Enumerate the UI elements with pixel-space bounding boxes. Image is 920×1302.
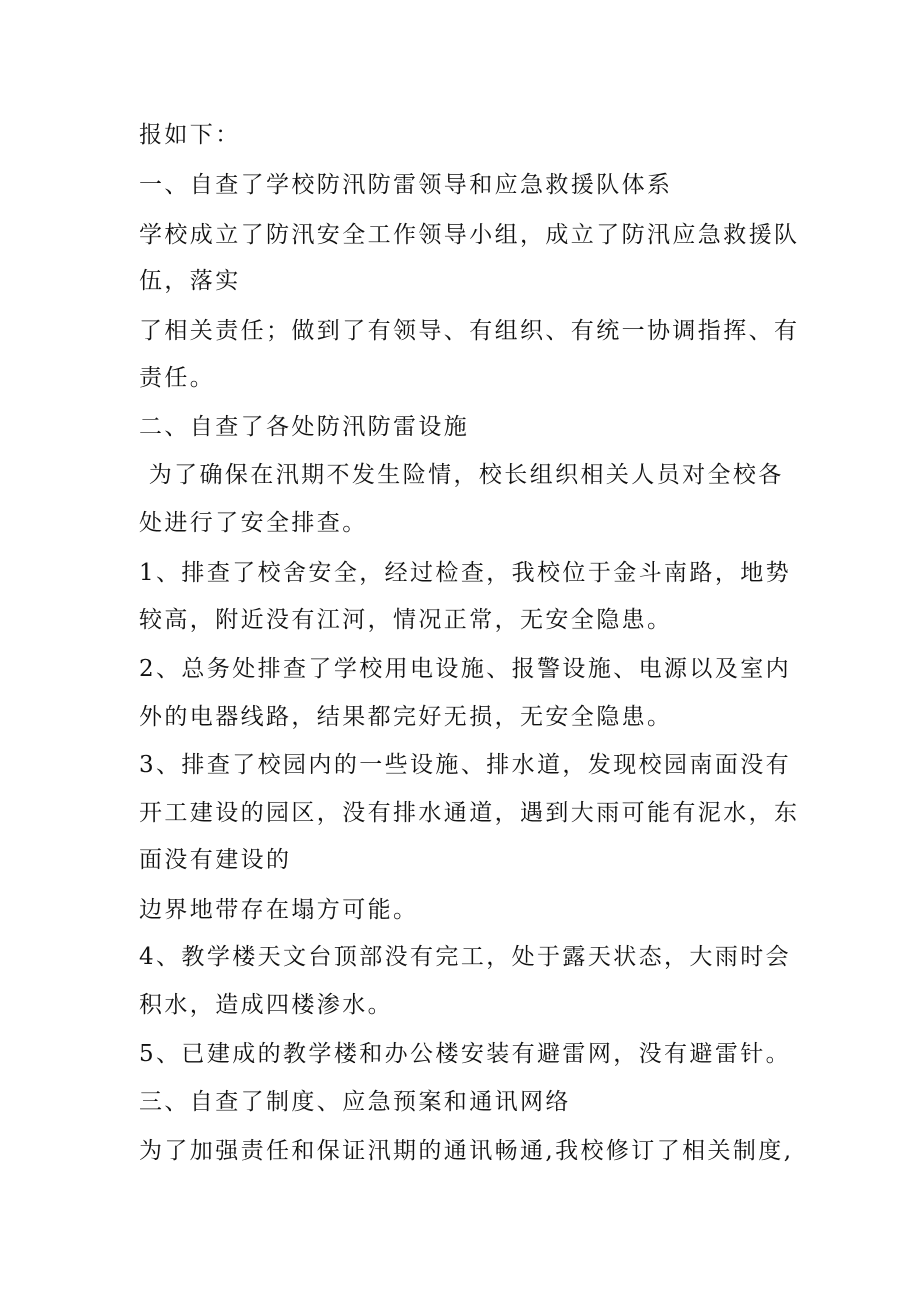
text-line: 较高，附近没有江河，情况正常，无安全隐患。 xyxy=(139,607,673,633)
text-line: 面没有建设的 xyxy=(139,847,292,873)
section-heading: 一、自查了学校防汛防雷领导和应急救援队体系 xyxy=(139,172,673,198)
list-item: 5、已建成的教学楼和办公楼安装有避雷网，没有避雷针。 xyxy=(139,1041,792,1067)
list-item: 1、排查了校舍安全，经过检查，我校位于金斗南路，地势 xyxy=(139,560,792,586)
list-item: 2、总务处排查了学校用电设施、报警设施、电源以及室内 xyxy=(139,656,792,682)
text-line: 了相关责任；做到了有领导、有组织、有统一协调指挥、有 xyxy=(139,318,800,344)
list-item: 3、排查了校园内的一些设施、排水道，发现校园南面没有 xyxy=(139,752,792,778)
text-line: 开工建设的园区，没有排水通道，遇到大雨可能有泥水，东 xyxy=(139,800,800,826)
text-line: 积水，造成四楼渗水。 xyxy=(139,992,393,1018)
list-item: 4、教学楼天文台顶部没有完工，处于露天状态，大雨时会 xyxy=(139,944,792,970)
text-line: 为了加强责任和保证汛期的通讯畅通,我校修订了相关制度, xyxy=(139,1138,794,1164)
text-line: 为了确保在汛期不发生险情，校长组织相关人员对全校各 xyxy=(139,462,784,488)
text-line: 学校成立了防汛安全工作领导小组，成立了防汛应急救援队 xyxy=(139,222,800,248)
text-line: 报如下： xyxy=(139,122,241,148)
section-heading: 三、自查了制度、应急预案和通讯网络 xyxy=(139,1089,571,1115)
text-line: 伍，落实 xyxy=(139,268,241,294)
text-line: 责任。 xyxy=(139,365,216,391)
text-line: 外的电器线路，结果都完好无损，无安全隐患。 xyxy=(139,704,673,730)
text-line: 处进行了安全排查。 xyxy=(139,510,368,536)
text-line: 边界地带存在塌方可能。 xyxy=(139,897,419,923)
section-heading: 二、自查了各处防汛防雷设施 xyxy=(139,414,470,440)
